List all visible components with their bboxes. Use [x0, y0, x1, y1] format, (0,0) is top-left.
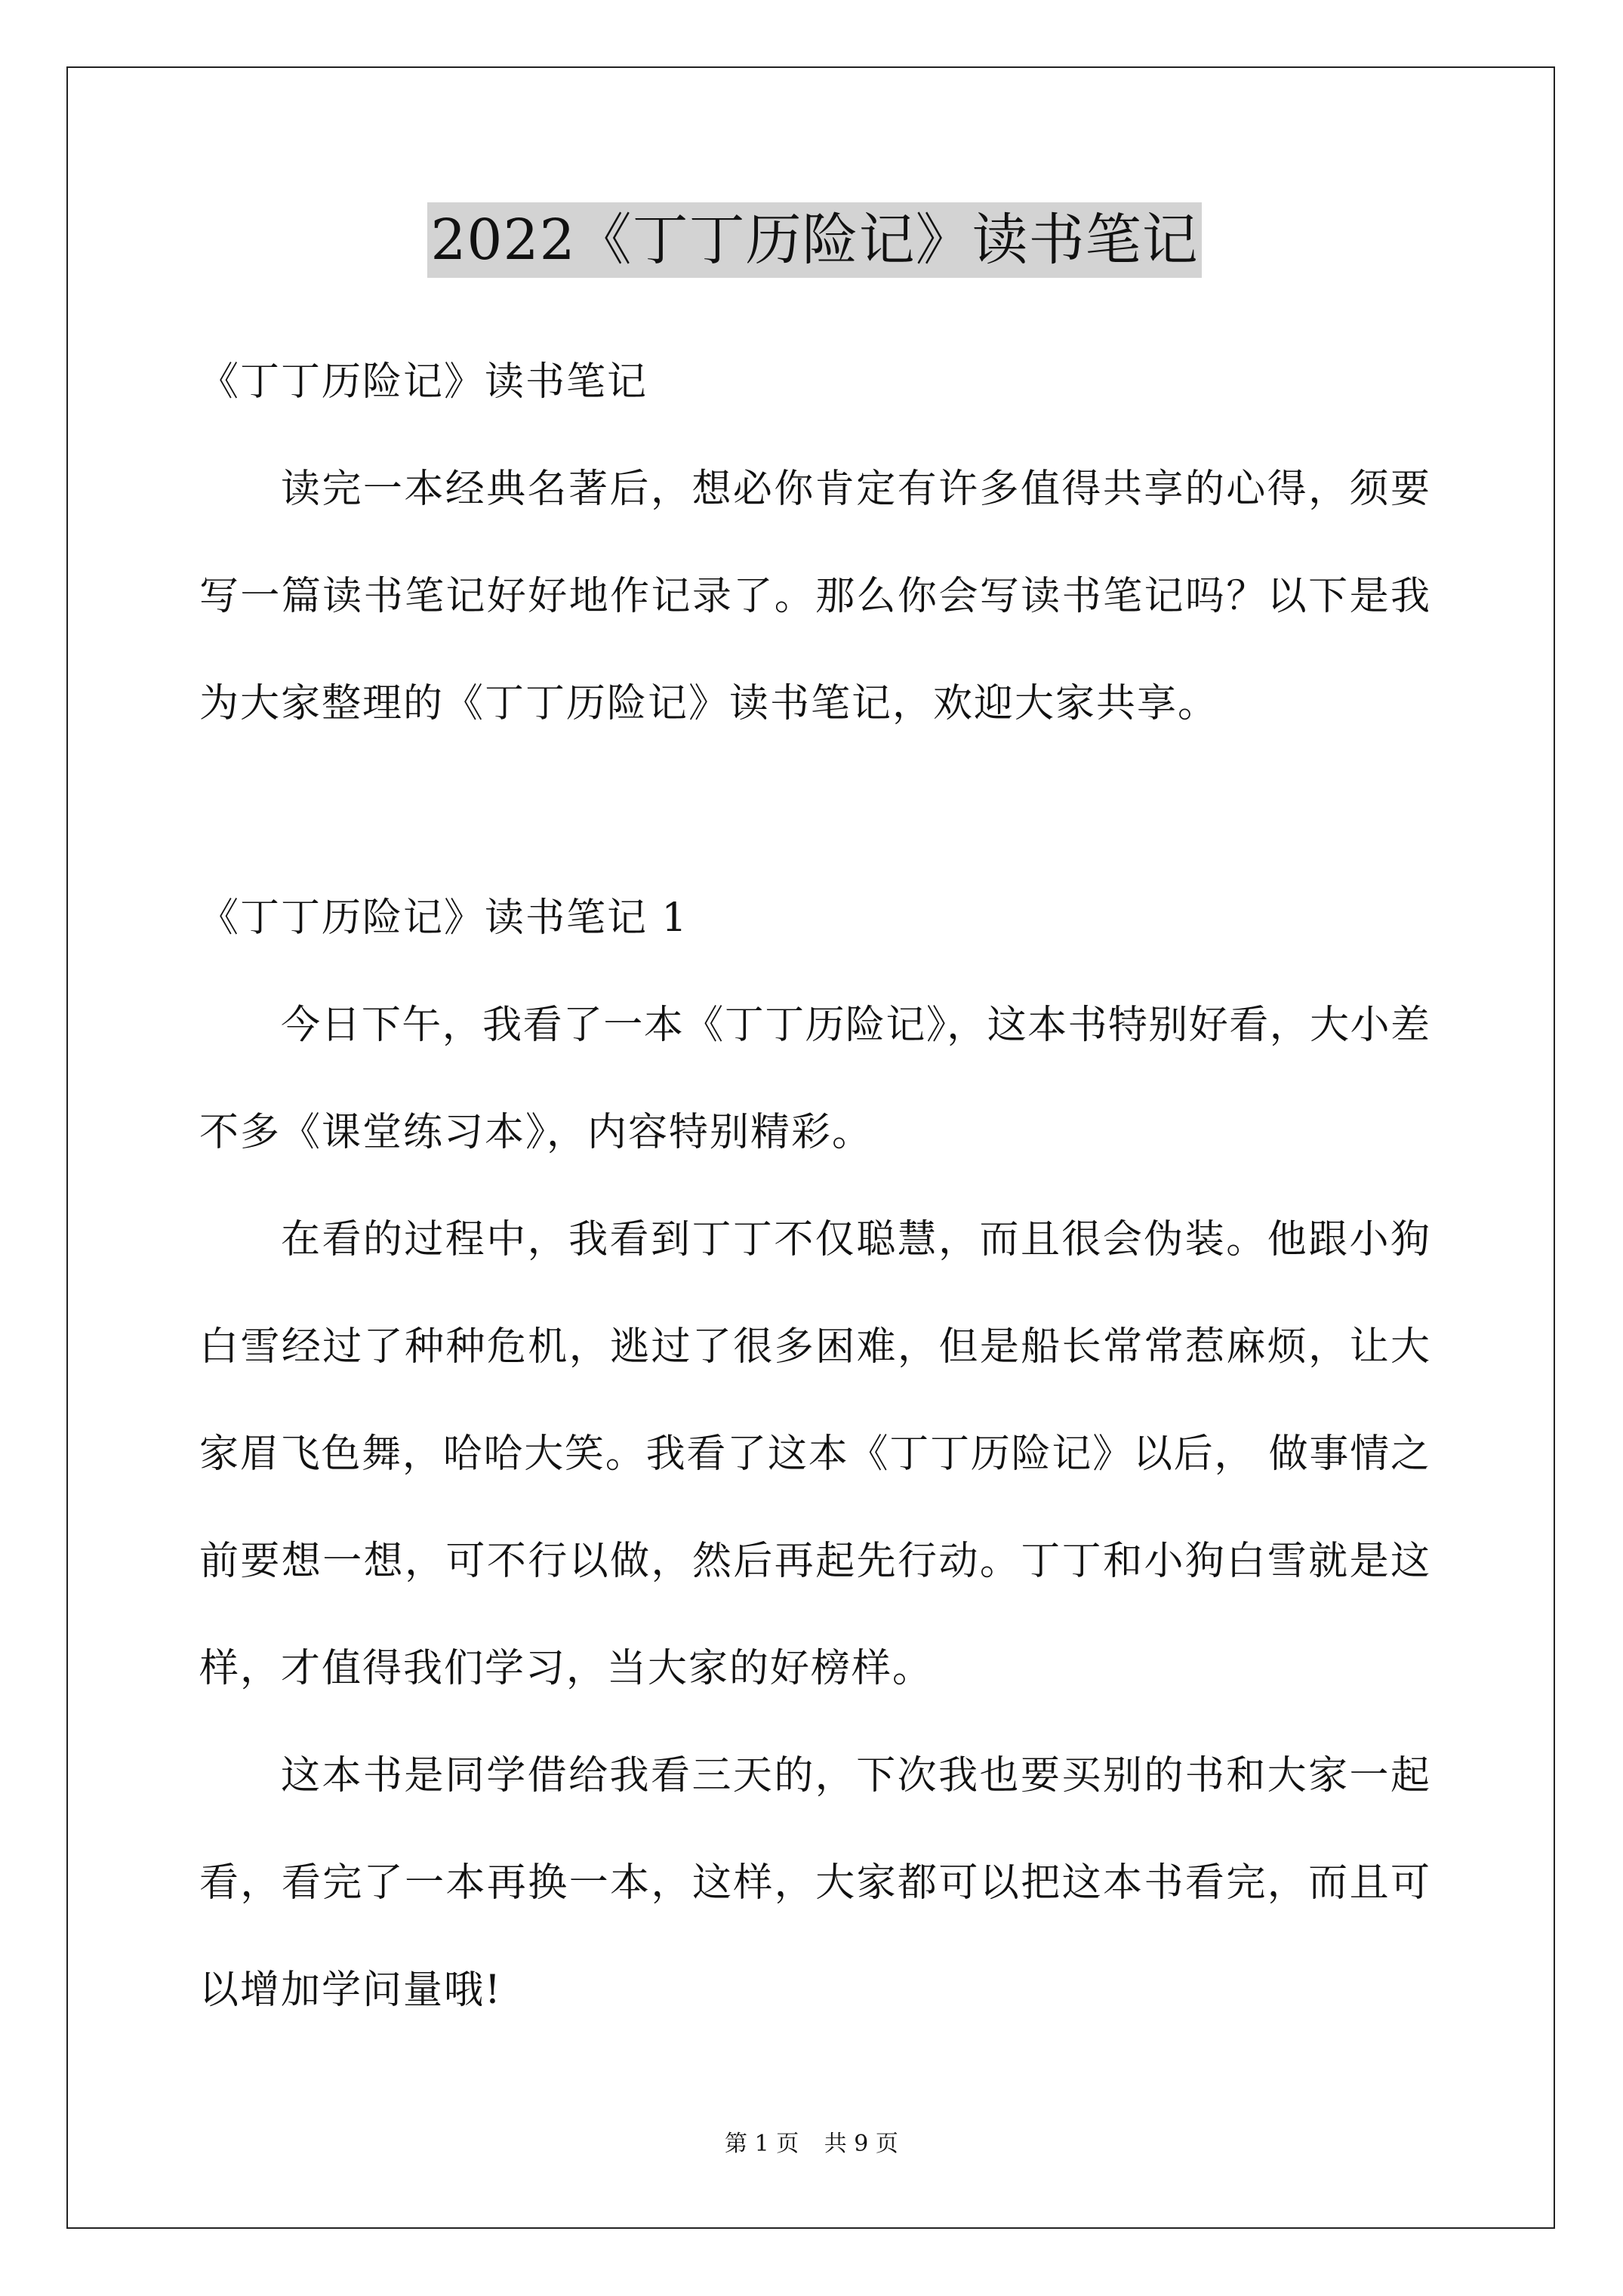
- document-subtitle: 《丁丁历险记》读书笔记: [199, 359, 648, 405]
- paragraph-1-line-1: 今日下午，我看了一本《丁丁历险记》，这本书特别好看，大小差: [281, 1003, 1430, 1048]
- paragraph-2-line-5: 样，才值得我们学习，当大家的好榜样。: [199, 1646, 934, 1691]
- intro-line-2: 写一篇读书笔记好好地作记录了。那么你会写读书笔记吗？以下是我: [199, 574, 1430, 619]
- paragraph-3-line-2: 看，看完了一本再换一本，这样，大家都可以把这本书看完，而且可: [199, 1860, 1430, 1906]
- paragraph-1-line-2: 不多《课堂练习本》，内容特别精彩。: [199, 1110, 873, 1155]
- section-heading: 《丁丁历险记》读书笔记 1: [199, 895, 688, 941]
- paragraph-2-line-4: 前要想一想，可不行以做，然后再起先行动。丁丁和小狗白雪就是这: [199, 1539, 1430, 1584]
- intro-line-1: 读完一本经典名著后，想必你肯定有许多值得共享的心得，须要: [281, 467, 1430, 512]
- paragraph-2-line-2: 白雪经过了种种危机，逃过了很多困难，但是船长常常惹麻烦，让大: [199, 1324, 1430, 1370]
- paragraph-2-line-1: 在看的过程中，我看到丁丁不仅聪慧，而且很会伪装。他跟小狗: [281, 1217, 1430, 1262]
- paragraph-3-line-3: 以增加学问量哦!: [199, 1968, 502, 2013]
- intro-line-3: 为大家整理的《丁丁历险记》读书笔记，欢迎大家共享。: [199, 681, 1219, 726]
- page-number-current: 第 1 页: [725, 2131, 799, 2157]
- page-footer: [0, 2129, 1623, 2159]
- document-title: 2022《丁丁历险记》读书笔记: [427, 202, 1201, 278]
- title-wrapper: [199, 202, 1430, 278]
- paragraph-3-line-1: 这本书是同学借给我看三天的，下次我也要买别的书和大家一起: [281, 1753, 1430, 1798]
- paragraph-2-line-3: 家眉飞色舞，哈哈大笑。我看了这本《丁丁历险记》以后， 做事情之: [199, 1432, 1430, 1477]
- page-number-total: 共 9 页: [824, 2131, 898, 2157]
